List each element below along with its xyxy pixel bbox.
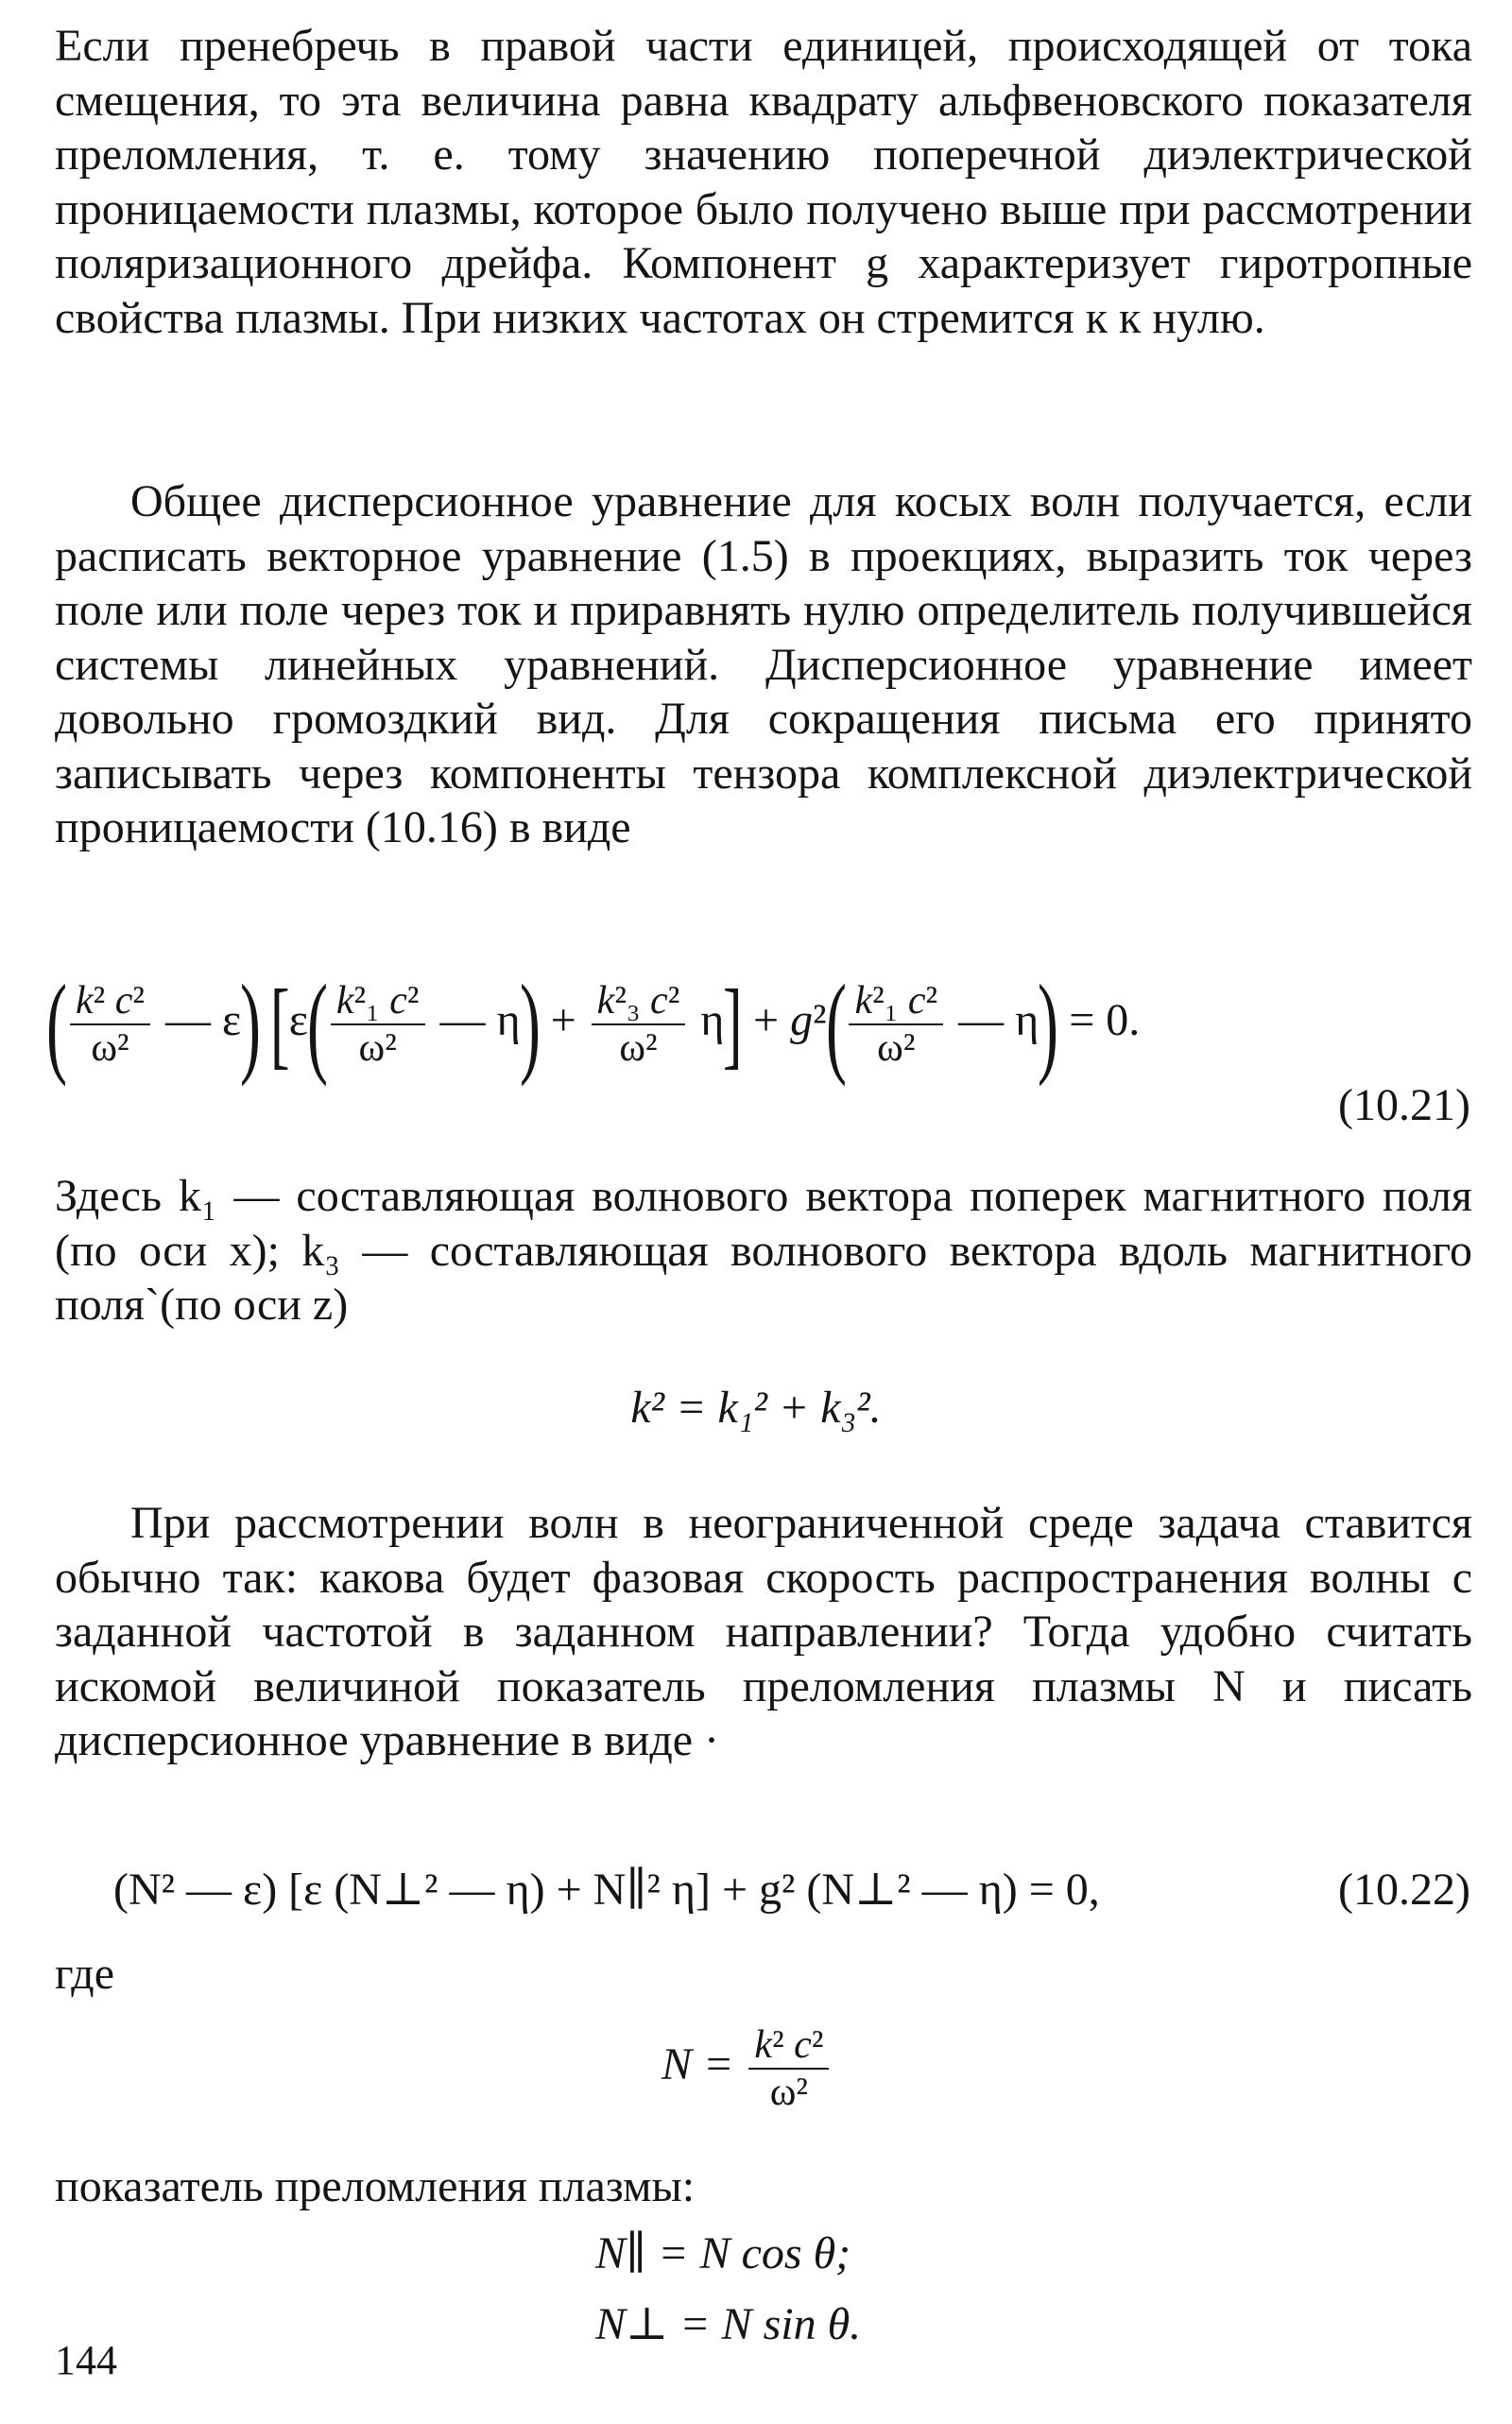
paragraph-5-text: где [55, 1949, 115, 1999]
equation-10-21-tail: = 0. [1069, 995, 1141, 1045]
equation-n-definition: N = $\frac{\text{k² c²}}{\text{ω²}}$ [662, 2018, 833, 2112]
equation-10-22: (N² — ε) [ε (N⊥² — η) + N∥² η] + g² (N⊥² — η) = 0, [113, 1865, 1100, 1915]
equation-10-21: ( $\frac{\text{k² c²}}{\text{ω²}}$ — ε) [ε( $\frac{\text{k²₁ c²}}{\text{ω²}}$ — η) + $\frac{\text{k²₃ c²}}{\text{ω²}}$ η] + g²( $\frac{\text{k²₁ c²}}{\text{ω²}}$ — η) = 0. [45, 960, 1141, 1087]
paragraph-3 [55, 1169, 1472, 1332]
paragraph-5 [55, 1947, 1472, 2002]
paragraph-4-text: При рассмотрении волн в неограниченной среде задача ставится обычно так: какова будет фазовая скорость распространения волны с заданной частотой в заданном направлении? Тогда удобно считать искомой величиной показатель преломления плазмы N и писать дисперсионное уравнение в виде · [55, 1498, 1472, 1765]
equation-n-definition-lhs: N = [662, 2039, 734, 2089]
equation-k-squared: k² = k₁² + k₃². [630, 1383, 882, 1433]
paragraph-6 [55, 2159, 1472, 2214]
equation-n-parallel: N∥ = N cos θ; [595, 2228, 851, 2278]
paragraph-4 [55, 1496, 1472, 1768]
paragraph-3-text: Здесь k₁ — составляющая волнового вектора поперек магнитного поля (по оси x); k₃ — составляющая волнового вектора вдоль магнитного поля`(по оси z) [55, 1171, 1472, 1330]
equation-n-perpendicular: N⊥ = N sin θ. [595, 2299, 862, 2349]
paragraph-2-text: Общее дисперсионное уравнение для косых волн получается, если расписать векторное уравнение (1.5) в проекциях, выразить ток через поле или поле через ток и приравнять нулю определитель получившейся системы линейных уравнений. Дисперсионное уравнение имеет довольно громоздкий вид. Для сокращения письма его принято записывать через компоненты тензора комплексной диэлектрической проницаемости (10.16) в виде [55, 476, 1472, 852]
paragraph-1-text: Если пренебречь в правой части единицей, происходящей от тока смещения, то эта величина равна квадрату альфвеновского показателя преломления, т. е. тому значению поперечной диэлектрической проницаемости плазмы, которое было получено выше при рассмотрении поляризационного дрейфа. Компонент g характеризует гиротропные свойства плазмы. При низких частотах он стремится к к нулю. [55, 21, 1472, 343]
paragraph-1 [55, 19, 1472, 345]
equation-10-22-number: (10.22) [1338, 1865, 1470, 1915]
paragraph-6-text: показатель преломления плазмы: [55, 2161, 696, 2211]
page-number: 144 [55, 2337, 117, 2383]
equation-10-21-number: (10.21) [1338, 1080, 1470, 1130]
paragraph-2 [55, 474, 1472, 855]
